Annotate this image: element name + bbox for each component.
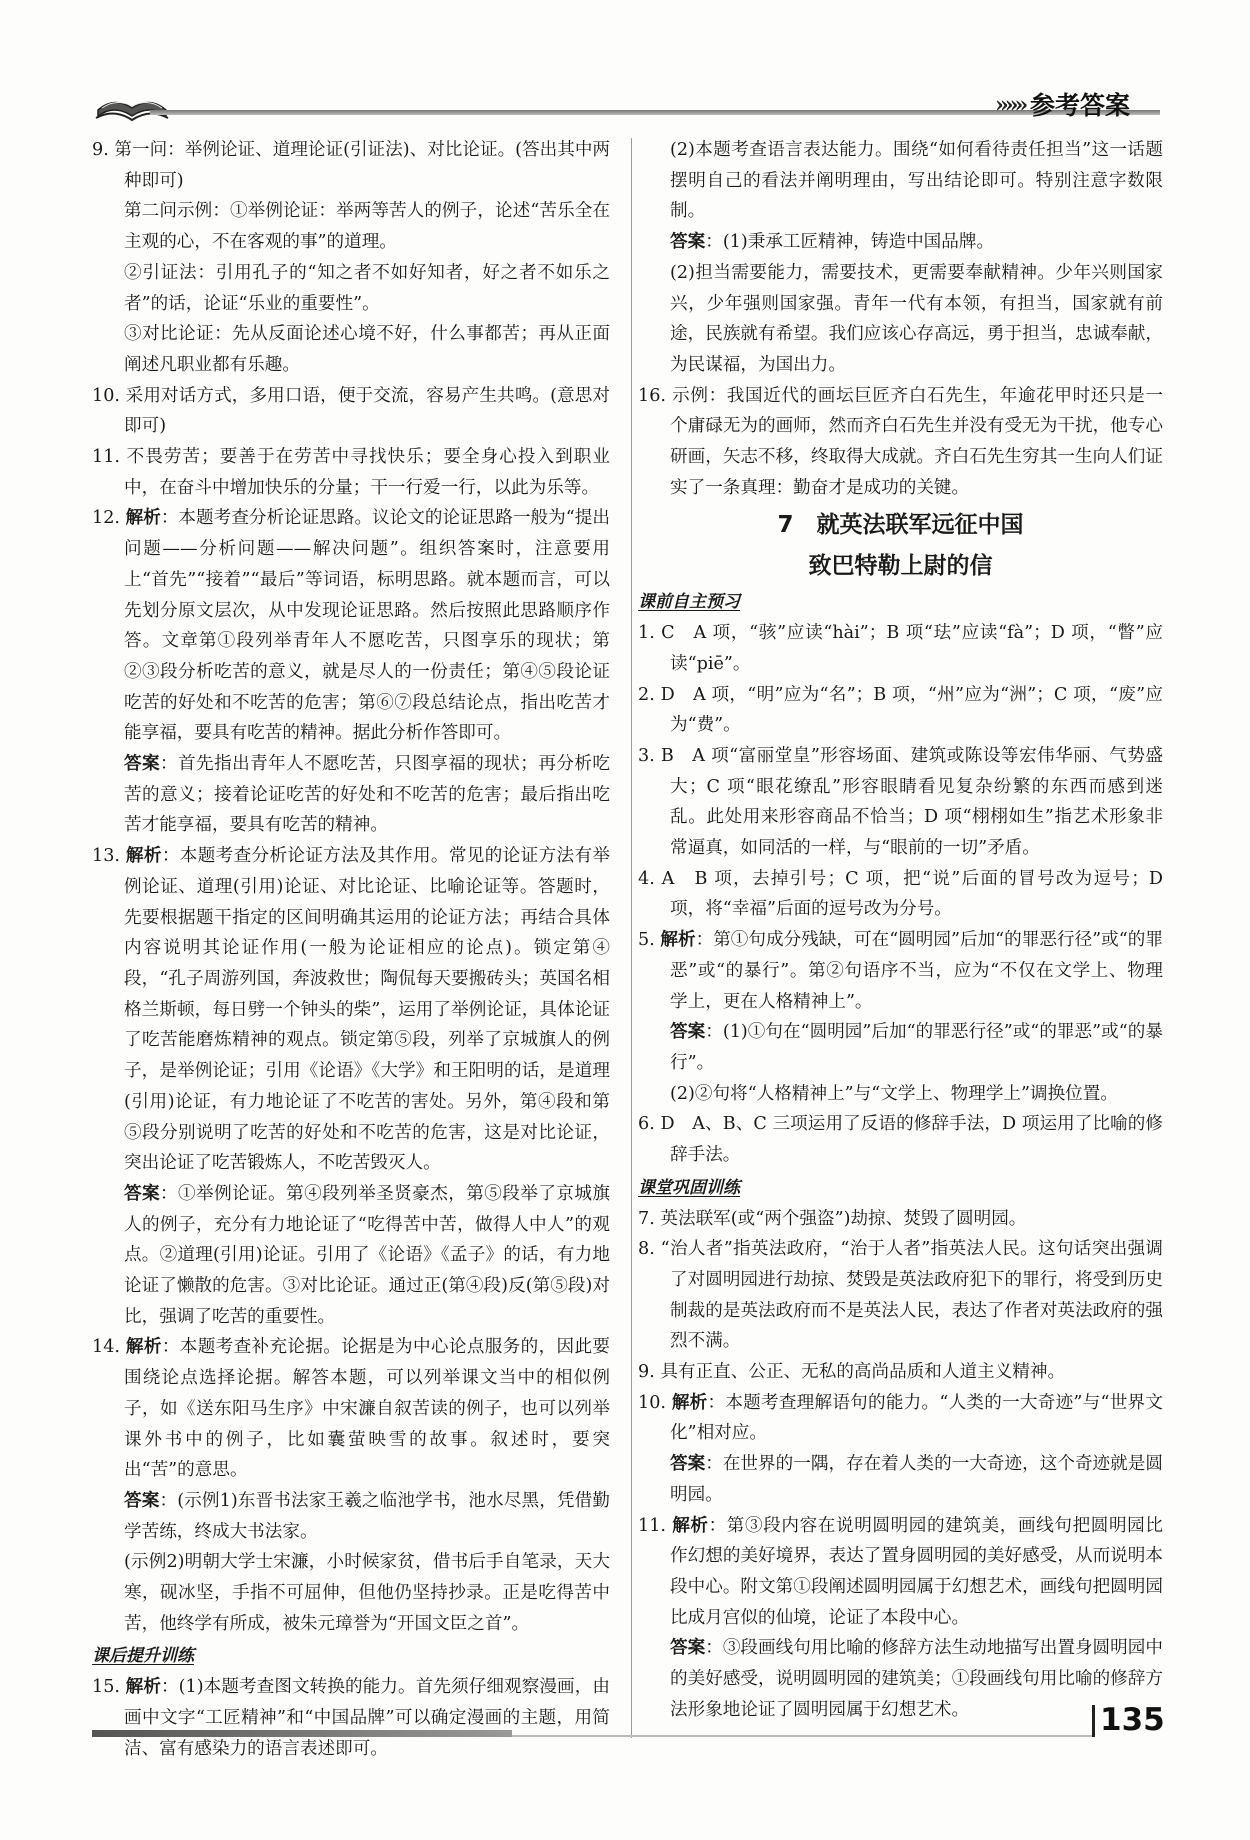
- item-text: (1)①句在“圆明园”后加“的罪恶行径”或“的罪恶”或“的暴行”。: [670, 1022, 1163, 1073]
- answer-item: [638, 618, 1163, 679]
- label-analysis: 解析: [660, 930, 696, 951]
- column-divider: [631, 138, 632, 1738]
- item-text: ①举例论证。第④段列举圣贤豪杰，第⑤段举了京城旗人的例子，充分有力地论证了“吃得苦中苦，做得人中人”的观点。②道理(引用)论证。引用了《论语》《孟子》的话，有力地论证了懒散的危害。③对比论证。通过正(第④段)反(第⑤段)对比，强调了吃苦的重要性。: [124, 1183, 610, 1327]
- item-text: 第③段内容在说明圆明园的建筑美，画线句把圆明园比作幻想的美好境界，表达了置身圆明园的美好感受，从而说明本段中心。附文第①段阐述圆明园属于幻想艺术，画线句把圆明园比成月宫似的仙境，论证了本段中心。: [670, 1515, 1163, 1628]
- header-title: 参考答案: [1030, 91, 1131, 120]
- item-text: 本题考查补充论据。论据是为中心论点服务的，因此要围绕论点选择论据。解答本题，可以列举课文当中的相似例子，如《送东阳马生序》中宋濂自叙苦读的例子，也可以列举课外书中的例子，比如囊萤映雪的故事。叙述时，要突出“苦”的意思。: [124, 1337, 610, 1481]
- page-number: 135: [1100, 1702, 1165, 1738]
- item-text: ③段画线句用比喻的修辞方法生动地描写出置身圆明园中的美好感受，说明圆明园的建筑美；①段画线句用比喻的修辞方法形象地论证了圆明园属于幻想艺术。: [670, 1638, 1163, 1720]
- item-text: 6. D A、B、C 三项运用了反语的修辞手法，D 项运用了比喻的修辞手法。: [638, 1114, 1163, 1166]
- answer-item: 答案：①举例论证。第④段列举圣贤豪杰，第⑤段举了京城旗人的例子，充分有力地论证了“吃得苦中苦，做得人中人”的观点。②道理(引用)论证。引用了《论语》《孟子》的话，有力地论证了懒散的危害。③对比论证。通过正(第④段)反(第⑤段)对比，强调了吃苦的重要性。: [124, 1183, 610, 1327]
- chevrons-icon: »»»: [995, 92, 1025, 118]
- right-column: [638, 135, 1163, 1725]
- answer-item: [92, 381, 610, 442]
- answer-item: [638, 741, 1163, 864]
- answer-item: 答案：(1)①句在“圆明园”后加“的罪恶行径”或“的罪恶”或“的暴行”。: [670, 1022, 1163, 1073]
- item-number: 13.: [92, 846, 126, 867]
- item-text: (1)本题考查图文转换的能力。首先须仔细观察漫画，由画中文字“工匠精神”和“中国品牌”可以确定漫画的主题，用简洁、富有感染力的语言表述即可。: [124, 1677, 610, 1759]
- answer-item: [638, 381, 1163, 504]
- answer-item: [638, 1079, 1163, 1110]
- item-text: 4. A B 项，去掉引号；C 项，把“说”后面的冒号改为逗号；D 项，将“幸福”后面的逗号改为分号。: [638, 868, 1163, 920]
- answer-item: [92, 1547, 610, 1639]
- answer-item: [638, 864, 1163, 925]
- item-number: 11.: [638, 1515, 673, 1536]
- section-heading: 课堂巩固训练: [638, 1177, 740, 1198]
- item-text: (2)担当需要能力，需要技术，更需要奉献精神。少年兴则国家兴，少年强则国家强。青年一代有本领，有担当，国家就有前途，民族就有希望。我们应该心存高远，勇于担当，忠诚奉献，为民谋福，为国出力。: [670, 262, 1163, 375]
- label-answer: 答案: [670, 1022, 706, 1043]
- item-text: 1. C A 项，“骇”应读“hài”；B 项“珐”应读“fà”；D 项，“瞥”应读“piē”。: [638, 623, 1163, 674]
- item-text: 本题考查分析论证思路。议论文的论证思路一般为“提出问题——分析问题——解决问题”。组织答案时，注意要用上“首先”“接着”“最后”等词语，标明思路。就本题而言，可以先划分原文层次，从中发现论证思路。然后按照此思路顺序作答。文章第①段列举青年人不愿吃苦，只图享乐的现状；第②③段分析吃苦的意义，就是尽人的一份责任；第④⑤段论证吃苦的好处和不吃苦的危害；第⑥⑦段总结论点，指出吃苦才能享福，要具有吃苦的精神。据此分析作答即可。: [124, 508, 610, 744]
- item-text: 首先指出青年人不愿吃苦，只图享福的现状；再分析吃苦的意义；接着论证吃苦的好处和不吃苦的危害；最后指出吃苦才能享福，要具有吃苦的精神。: [124, 754, 610, 836]
- item-text: (2)②句将“人格精神上”与“文学上、物理学上”调换位置。: [670, 1083, 1118, 1104]
- item-text: (2)本题考查语言表达能力。围绕“如何看待责任担当”这一话题摆明自己的看法并阐明理由，写出结论即可。特别注意字数限制。: [670, 140, 1163, 222]
- label-analysis: 解析: [125, 1677, 161, 1698]
- item-text: 第二问示例：①举例论证：举两等苦人的例子，论述“苦乐全在主观的心，不在客观的事”的道理。: [124, 201, 610, 253]
- item-text: 16. 示例：我国近代的画坛巨匠齐白石先生，年逾花甲时还只是一个庸碌无为的画师，然而齐白石先生并没有受无为干扰，他专心研画，矢志不移，终取得大成就。齐白石先生穷其一生向人们证实了一条真理：勤奋才是成功的关键。: [638, 385, 1163, 498]
- answer-item: [638, 1109, 1163, 1170]
- item-text: 在世界的一隅，存在着人类的一大奇迹，这个奇迹就是圆明园。: [670, 1454, 1163, 1505]
- label-answer: 答案: [670, 1454, 706, 1475]
- item-text: 本题考查分析论证方法及其作用。常见的论证方法有举例论证、道理(引用)论证、对比论证、比喻论证等。答题时，先要根据题干指定的区间明确其运用的论证方法；再结合具体内容说明其论证作用(一般为论证相应的论点)。锁定第④段，“孔子周游列国，奔波救世；陶侃每天要搬砖头；英国名相格兰斯顿，每日劈一个钟头的柴”，运用了举例论证，具体论证了吃苦能磨炼精神的观点。锁定第⑤段，列举了京城旗人的例子，是举例论证；引用《论语》《大学》和王阳明的话，是道理(引用)论证，有力地论证了不吃苦的害处。另外，第④段和第⑤段分别说明了吃苦的好处和不吃苦的危害，这是对比论证，突出论证了吃苦锻炼人，不吃苦毁灭人。: [124, 846, 610, 1174]
- item-text: ③对比论证：先从反面论述心境不好，什么事都苦；再从正面阐述凡职业都有乐趣。: [124, 324, 610, 375]
- item-text: 7. 英法联军(或“两个强盗”)劫掠、焚毁了圆明园。: [638, 1208, 1027, 1229]
- answer-item: [92, 258, 610, 319]
- item-text: 10. 采用对话方式，多用口语，便于交流，容易产生共鸣。(意思对即可): [92, 385, 610, 437]
- item-text: 9. 第一问：举例论证、道理论证(引证法)、对比论证。(答出其中两种即可): [92, 140, 611, 191]
- item-number: 12.: [92, 508, 126, 529]
- section-heading: 课后提升训练: [92, 1646, 194, 1667]
- item-text: 2. D A 项，“明”应为“名”；B 项，“州”应为“洲”；C 项，“废”应为“费”。: [638, 684, 1163, 736]
- answer-item: [638, 680, 1163, 741]
- item-text: 9. 具有正直、公正、无私的高尚品质和人道主义精神。: [638, 1362, 1066, 1383]
- label-analysis: 解析: [125, 1337, 162, 1358]
- answer-item: 10. 解析：本题考查理解语句的能力。“人类的一大奇迹”与“世界文化”相对应。: [638, 1392, 1163, 1444]
- item-text: 11. 不畏劳苦；要善于在劳苦中寻找快乐；要全身心投入到职业中，在奋斗中增加快乐的分量；干一行爱一行，以此为乐等。: [92, 447, 610, 498]
- item-text: 3. B A 项“富丽堂皇”形容场面、建筑或陈设等宏伟华丽、气势盛大；C 项“眼花缭乱”形容眼睛看见复杂纷繁的东西而感到迷乱。此处用来形容商品不恰当；D 项“栩栩如生”指艺术形象非常逼真，如同活的一样，与“眼前的一切”矛盾。: [638, 745, 1163, 859]
- label-answer: 答案: [124, 1183, 161, 1204]
- item-text: 本题考查理解语句的能力。“人类的一大奇迹”与“世界文化”相对应。: [670, 1392, 1163, 1444]
- lesson-title: 7 就英法联军远征中国: [777, 512, 1024, 539]
- footer-bar: [92, 1730, 512, 1737]
- answer-item: [638, 135, 1163, 227]
- item-number: 14.: [92, 1337, 126, 1358]
- footer-tick: [1092, 1705, 1095, 1737]
- answer-item: [92, 319, 610, 380]
- item-text: ②引证法：引用孔子的“知之者不如好知者，好之者不如乐之者”的话，论证“乐业的重要性”。: [124, 262, 610, 314]
- label-analysis: 解析: [672, 1515, 709, 1536]
- answer-item: [638, 258, 1163, 381]
- open-book-icon: [92, 86, 172, 126]
- answer-item: 15. 解析：(1)本题考查图文转换的能力。首先须仔细观察漫画，由画中文字“工匠精神”和“中国品牌”可以确定漫画的主题，用简洁、富有感染力的语言表述即可。: [92, 1677, 610, 1759]
- answer-item: 13. 解析：本题考查分析论证方法及其作用。常见的论证方法有举例论证、道理(引用)论证、对比论证、比喻论证等。答题时，先要根据题干指定的区间明确其运用的论证方法；再结合具体内容说明其论证作用(一般为论证相应的论点)。锁定第④段，“孔子周游列国，奔波救世；陶侃每天要搬砖头；英国名相格兰斯顿，每日劈一个钟头的柴”，运用了举例论证，具体论证了吃苦能磨炼精神的观点。锁定第⑤段，列举了京城旗人的例子，是举例论证；引用《论语》《大学》和王阳明的话，是道理(引用)论证，有力地论证了不吃苦的害处。另外，第④段和第⑤段分别说明了吃苦的好处和不吃苦的危害，这是对比论证，突出论证了吃苦锻炼人，不吃苦毁灭人。: [92, 846, 610, 1174]
- label-analysis: 解析: [125, 508, 161, 529]
- item-number: 5.: [638, 930, 661, 951]
- answer-item: 答案：③段画线句用比喻的修辞方法生动地描写出置身圆明园中的美好感受，说明圆明园的建筑美；①段画线句用比喻的修辞方法形象地论证了圆明园属于幻想艺术。: [670, 1638, 1163, 1720]
- item-text: (1)秉承工匠精神，铸造中国品牌。: [722, 232, 995, 253]
- left-column: [92, 135, 610, 1764]
- section-heading: 课前自主预习: [638, 592, 740, 613]
- lesson-title: 致巴特勒上尉的信: [808, 553, 993, 580]
- answer-item: 答案：(示例1)东晋书法家王羲之临池学书，池水尽黑，凭借勤学苦练，终成大书法家。: [124, 1490, 610, 1542]
- answer-item: 答案：在世界的一隅，存在着人类的一大奇迹，这个奇迹就是圆明园。: [670, 1454, 1163, 1505]
- answer-item: [92, 135, 610, 196]
- item-text: 8. “治人者”指英法政府，“治于人者”指英法人民。这句话突出强调了对圆明园进行劫掠、焚毁是英法政府犯下的罪行，将受到历史制裁的是英法政府而不是英法人民，表达了作者对英法政府的强烈不满。: [638, 1239, 1163, 1352]
- item-text: (示例2)明朝大学士宋濂，小时候家贫，借书后手自笔录，天大寒，砚冰坚，手指不可屈伸，但他仍坚持抄录。正是吃得苦中苦，他终学有所成，被朱元璋誉为“开国文臣之首”。: [124, 1552, 610, 1634]
- answer-item: [92, 196, 610, 257]
- answer-item: [92, 442, 610, 503]
- answer-item: 答案：首先指出青年人不愿吃苦，只图享福的现状；再分析吃苦的意义；接着论证吃苦的好处和不吃苦的危害；最后指出吃苦才能享福，要具有吃苦的精神。: [124, 754, 610, 836]
- item-number: 15.: [92, 1677, 126, 1698]
- answer-item: 14. 解析：本题考查补充论据。论据是为中心论点服务的，因此要围绕论点选择论据。解答本题，可以列举课文当中的相似例子，如《送东阳马生序》中宋濂自叙苦读的例子，也可以列举课外书中的例子，比如囊萤映雪的故事。叙述时，要突出“苦”的意思。: [92, 1337, 610, 1481]
- item-text: (示例1)东晋书法家王羲之临池学书，池水尽黑，凭借勤学苦练，终成大书法家。: [124, 1490, 610, 1542]
- label-analysis: 解析: [125, 846, 162, 867]
- answer-item: 5. 解析：第①句成分残缺，可在“圆明园”后加“的罪恶行径”或“的罪恶”或“的暴行”。第②句语序不当，应为“不仅在文学上、物理学上，更在人格精神上”。: [638, 930, 1163, 1012]
- item-number: 10.: [638, 1392, 672, 1413]
- answer-item: 答案：(1)秉承工匠精神，铸造中国品牌。: [670, 232, 995, 253]
- answer-item: 11. 解析：第③段内容在说明圆明园的建筑美，画线句把圆明园比作幻想的美好境界，表达了置身圆明园的美好感受，从而说明本段中心。附文第①段阐述圆明园属于幻想艺术，画线句把圆明园比成月宫似的仙境，论证了本段中心。: [638, 1515, 1163, 1628]
- label-answer: 答案: [670, 1638, 706, 1659]
- label-answer: 答案: [124, 1490, 160, 1511]
- label-analysis: 解析: [671, 1392, 708, 1413]
- label-answer: 答案: [124, 754, 161, 775]
- item-text: 第①句成分残缺，可在“圆明园”后加“的罪恶行径”或“的罪恶”或“的暴行”。第②句语序不当，应为“不仅在文学上、物理学上，更在人格精神上”。: [670, 930, 1163, 1012]
- label-answer: 答案: [670, 232, 706, 253]
- answer-item: [638, 1357, 1163, 1388]
- answer-item: [638, 1204, 1163, 1235]
- footer-rule: [512, 1735, 1092, 1737]
- answer-item: 12. 解析：本题考查分析论证思路。议论文的论证思路一般为“提出问题——分析问题——解决问题”。组织答案时，注意要用上“首先”“接着”“最后”等词语，标明思路。就本题而言，可以先划分原文层次，从中发现论证思路。然后按照此思路顺序作答。文章第①段列举青年人不愿吃苦，只图享乐的现状；第②③段分析吃苦的意义，就是尽人的一份责任；第④⑤段论证吃苦的好处和不吃苦的危害；第⑥⑦段总结论点，指出吃苦才能享福，要具有吃苦的精神。据此分析作答即可。: [92, 508, 610, 744]
- answer-item: [638, 1234, 1163, 1357]
